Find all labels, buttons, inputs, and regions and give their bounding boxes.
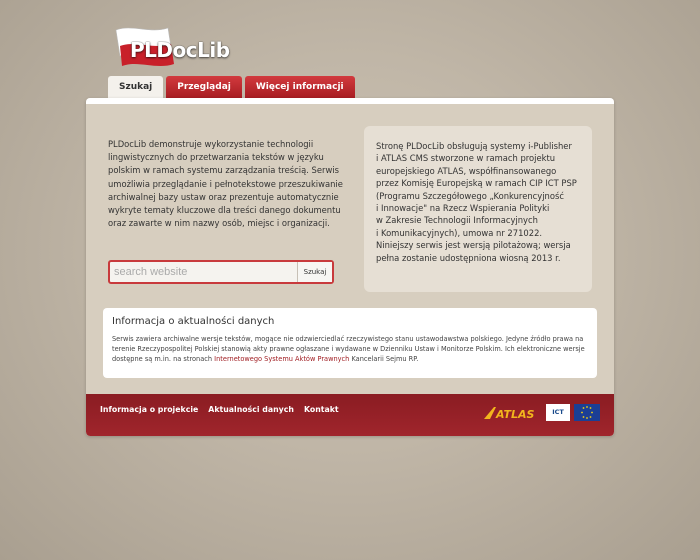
info-line: europejskiego ATLAS, współfinansowanego [376,165,557,176]
notice-title: Informacja o aktualności danych [112,316,275,327]
search-input[interactable] [110,262,296,282]
main-tabs [108,76,355,98]
footer-link-data-updates[interactable]: Aktualności danych [208,405,294,414]
tab-szukaj[interactable]: Szukaj [108,76,163,98]
atlas-logo-icon [482,405,534,421]
footer-nav [100,405,339,414]
search-button[interactable]: Szukaj [297,262,332,282]
info-line: pełna zostanie udostępniona wiosną 2013 r. [376,252,561,263]
main-panel [86,98,614,436]
notice-text [112,334,588,365]
footer-link-contact[interactable]: Kontakt [303,405,339,414]
info-line: (Programu Szczegółowego „Konkurencyjność [376,190,564,201]
info-line: i Komunikacyjnych), umowa nr 271022. [376,227,543,238]
info-line: przez Komisję Europejską w ramach CIP ICT PSP [376,178,577,189]
project-info-box [364,126,592,292]
notice-text-before: Serwis zawiera archiwalne wersje tekstów, mogące nie odzwierciedlać rzeczywistego stanu ustawodawstwa polskiego. Jedyne źródło prawa na terenie Rzeczypospolitej Polskiej stanowią akty prawne ogłaszane i wydawane w Dzienniku Ustaw i Monitorze Polskim. Ich elektroniczne wersje dostępne są m.in. na stronach [112,335,585,364]
data-currency-notice [103,308,597,378]
isap-link[interactable]: Internetowego Systemu Aktów Prawnych [214,355,350,364]
intro-text: PLDocLib demonstruje wykorzystanie technologii lingwistycznych do przetwarzania tekstów w języku polskim w ramach systemu zarządzania treścią. Serwis umożliwia przeglądanie i pełnotekstowe przeszukiwanie archiwalnej bazy ustaw oraz prezentuje automatycznie wykryte tematy kluczowe dla treści danego dokumentu oraz zawarte w nim nazwy osób, miejsc i organizacji. [108,139,343,229]
logo-text: PLDocLib [130,38,230,62]
notice-text-after: Kancelarii Sejmu RP. [349,355,419,364]
info-line: Niniejszy serwis jest wersją pilotażową; wersja [376,240,571,251]
footer-link-project-info[interactable]: Informacja o projekcie [100,405,199,414]
info-line: i ATLAS CMS stworzone w ramach projektu [376,153,556,164]
info-line: w Zakresie Technologii Informacyjnych [376,215,538,226]
site-logo[interactable] [110,24,240,72]
search-box [108,260,334,284]
info-line: Stronę PLDocLib obsługują systemy i-Publisher [376,141,572,151]
tab-wiecej-informacji[interactable]: Więcej informacji [245,76,355,98]
eu-flag-icon [574,404,600,421]
panel-top-strip [86,98,614,104]
atlas-logo-text: ATLAS [496,408,534,421]
tab-przegladaj[interactable]: Przeglądaj [166,76,242,98]
info-line: i Innowacje" na Rzecz Wspierania Polityki [376,203,550,214]
footer [86,394,614,436]
ict-psp-logo: ICT [546,404,570,421]
